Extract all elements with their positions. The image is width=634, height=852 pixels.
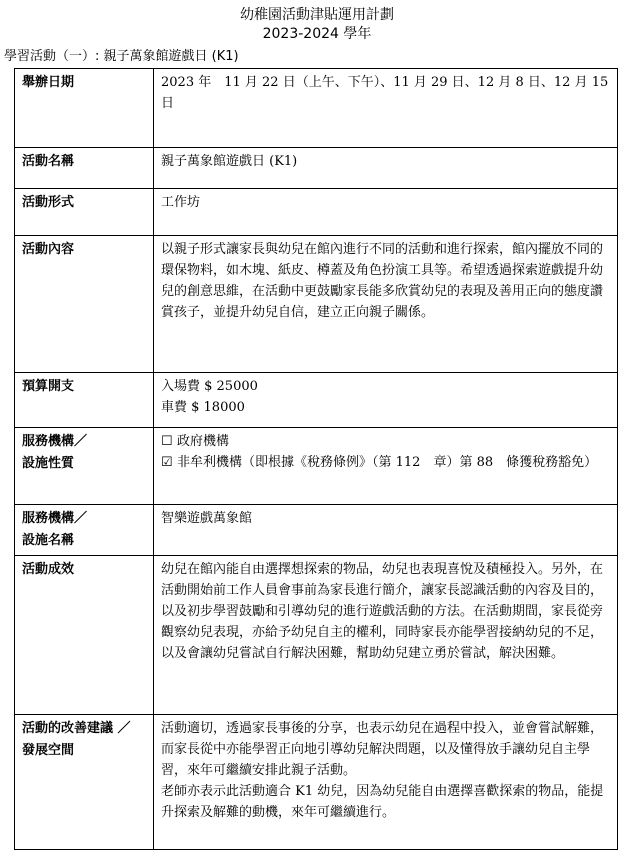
label-activity-content: 活動內容 [15, 236, 154, 373]
label-activity-name: 活動名稱 [15, 148, 154, 189]
label-date: 舉辦日期 [15, 69, 154, 148]
unchecked-box-icon: ☐ [161, 434, 173, 449]
improvement-paragraph: 活動適切，透過家長事後的分享，也表示幼兒在過程中投入，並會嘗試解難，而家長從中亦能學習正向地引導幼兒解決問題，以及懂得放手讓幼兒自主學習，來年可繼續安排此親子活動。 [161, 721, 604, 778]
value-outcome: 幼兒在館內能自由選擇想探索的物品，幼兒也表現喜悅及積極投入。另外，在活動開始前工作人員會事前為家長進行簡介，讓家長認識活動的內容及目的，以及初步學習鼓勵和引導幼兒的進行遊戲活動的方法。在活動期間，家長從旁觀察幼兒表現，亦給予幼兒自主的權利，同時家長亦能學習接納幼兒的不足，以及會讓幼兒嘗試自行解決困難，幫助幼兒建立勇於嘗試，解決困難。 [154, 556, 618, 715]
label-activity-format: 活動形式 [15, 189, 154, 236]
label-organization-type [15, 428, 154, 505]
activity-table [14, 68, 618, 850]
table-row [15, 715, 618, 850]
value-activity-name: 親子萬象館遊戲日 (K1) [154, 148, 618, 189]
label-budget: 預算開支 [15, 373, 154, 428]
improvement-paragraph: 老師亦表示此活動適合 K1 幼兒，因為幼兒能自由選擇喜歡探索的物品，能提升探索及解難的動機，來年可繼續進行。 [161, 784, 604, 820]
label-line: 活動的改善建議 ／ [22, 721, 131, 736]
label-outcome: 活動成效 [15, 556, 154, 715]
label-line: 發展空間 [22, 743, 75, 758]
label-line: 服務機構／ [22, 511, 88, 526]
value-activity-format: 工作坊 [154, 189, 618, 236]
value-activity-content: 以親子形式讓家長與幼兒在館內進行不同的活動和進行探索，館內擺放不同的環保物料，如木塊、紙皮、樽蓋及角色扮演工具等。希望透過探索遊戲提升幼兒的創意思維，在活動中更鼓勵家長能多欣賞幼兒的表現及善用正向的態度讚賞孩子，並提升幼兒自信，建立正向親子關係。 [154, 236, 618, 373]
value-organization-name: 智樂遊戲萬象館 [154, 505, 618, 556]
table-row [15, 148, 618, 189]
document-title: 幼稚園活動津貼運用計劃 [240, 7, 394, 23]
value-budget [154, 373, 618, 428]
value-improvement [154, 715, 618, 850]
label-line: 設施性質 [22, 456, 75, 471]
school-year: 2023-2024 學年 [262, 26, 372, 42]
table-row [15, 428, 618, 505]
table-row [15, 189, 618, 236]
option-government [161, 431, 610, 452]
table-row [15, 373, 618, 428]
table-row [15, 236, 618, 373]
table-row [15, 505, 618, 556]
table-row [15, 69, 618, 148]
option-label: 政府機構 [177, 434, 230, 449]
budget-transport: 車費 $ 18000 [161, 400, 245, 415]
value-organization-type [154, 428, 618, 505]
checked-box-icon: ☑ [161, 455, 173, 470]
label-organization-name [15, 505, 154, 556]
section-heading: 學習活動（一）: 親子萬象館遊戲日 (K1) [4, 49, 239, 64]
option-label: 非牟利機構（即根據《稅務條例》（第 112 章）第 88 條獲稅務豁免） [177, 455, 598, 470]
budget-admission: 入場費 $ 25000 [161, 379, 258, 394]
label-line: 服務機構／ [22, 434, 88, 449]
label-improvement [15, 715, 154, 850]
value-date: 2023 年 11 月 22 日（上午、下午）、11 月 29 日、12 月 8 日、12 月 15 日 [154, 69, 618, 148]
label-line: 設施名稱 [22, 533, 75, 548]
table-row [15, 556, 618, 715]
option-nonprofit [161, 452, 610, 473]
